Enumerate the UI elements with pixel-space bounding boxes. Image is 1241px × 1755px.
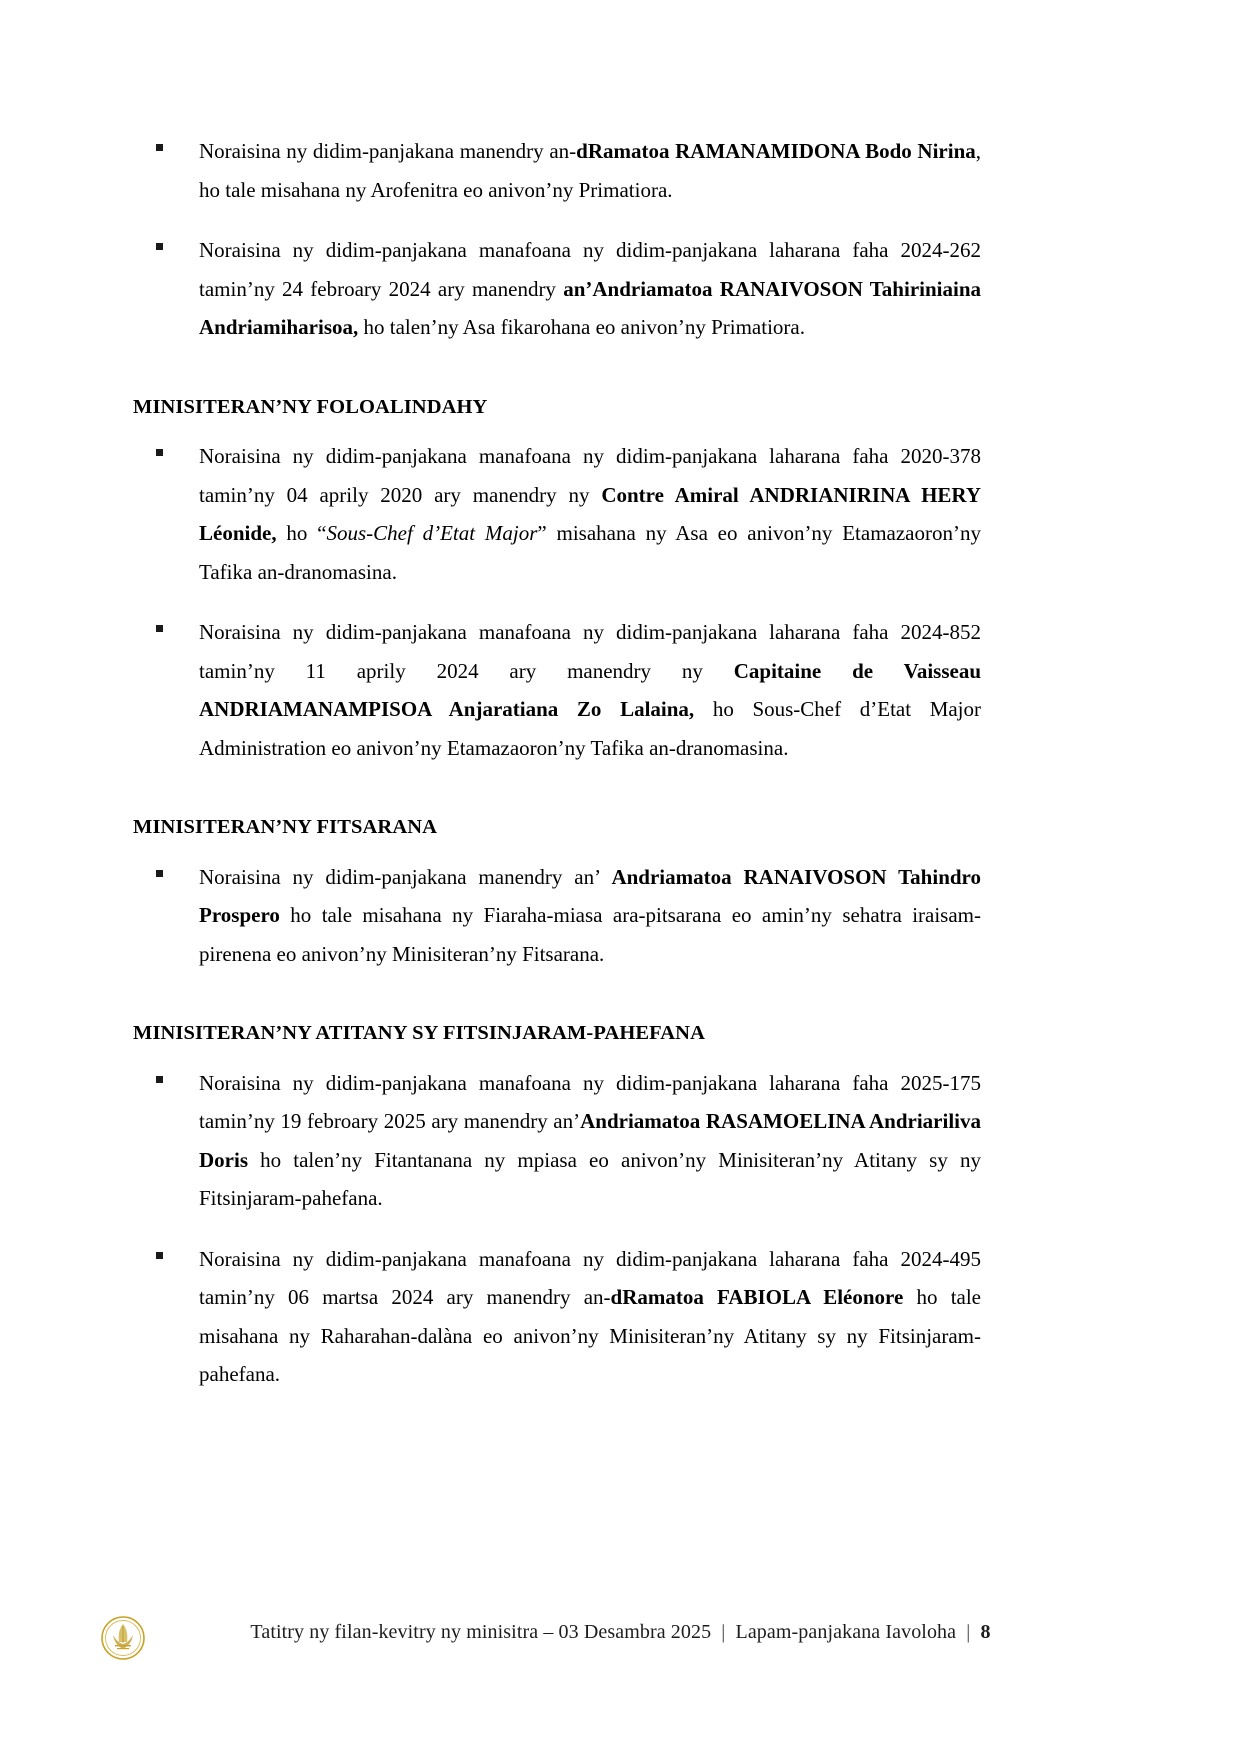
heading-fitsarana: MINISITERAN’NY FITSARANA: [133, 816, 438, 839]
footer-title: Tatitry ny filan-kevitry ny minisitra – 03 Desambra 2025: [250, 1621, 712, 1643]
paragraph-text: [199, 437, 981, 591]
text-segment: an’Andriamatoa RANAIVOSON Tahiriniaina Andriamiharisoa,: [199, 276, 981, 339]
text-segment: Noraisina ny didim-panjakana manafoana ny didim-panjakana laharana faha 2024-495 tamin’ny 06 martsa 2024 ary manendry an-: [199, 1246, 981, 1310]
list-item: [133, 613, 981, 767]
list-item: [133, 1240, 981, 1394]
paragraph-text: [199, 1064, 981, 1218]
text-segment: Noraisina ny didim-panjakana manendry an’: [199, 864, 612, 889]
footer-text: [0, 1621, 1241, 1644]
bullet-list: [133, 1064, 981, 1394]
square-bullet-icon: [156, 1076, 163, 1083]
text-segment: dRamatoa RAMANAMIDONA Bodo Nirina: [576, 139, 976, 163]
paragraph-text: [199, 1240, 981, 1394]
paragraph-text: [199, 132, 981, 209]
list-item: [133, 231, 981, 347]
text-segment: Contre Amiral ANDRIANIRINA HERY Léonide,: [199, 482, 981, 546]
bullet-list: [133, 858, 981, 974]
text-segment: Noraisina ny didim-panjakana manafoana ny didim-panjakana laharana faha 2020-378 tamin’ny 04 aprily 2020 ary manendry ny: [199, 444, 981, 507]
text-segment: Andriamatoa RANAIVOSON Tahindro Prospero: [199, 864, 981, 928]
document-body: [133, 132, 981, 1394]
section-heading-wrapper: [133, 815, 981, 840]
list-item: [133, 437, 981, 591]
text-segment: Noraisina ny didim-panjakana manendry an-: [199, 139, 577, 163]
text-segment: Noraisina ny didim-panjakana manafoana ny didim-panjakana laharana faha 2024-262 tamin’ny 24 febroary 2024 ary manendry: [199, 238, 981, 301]
list-item: [133, 1064, 981, 1218]
square-bullet-icon: [156, 1252, 163, 1259]
paragraph-text: [199, 613, 981, 767]
heading-foloalindahy: MINISITERAN’NY FOLOALINDAHY: [133, 395, 488, 418]
square-bullet-icon: [156, 625, 163, 632]
list-item: [133, 132, 981, 209]
page-footer: [0, 1607, 1241, 1677]
paragraph-text: [199, 231, 981, 347]
text-segment: Sous-Chef d’Etat Major: [326, 521, 538, 546]
text-segment: ho tale misahana ny Fiaraha-miasa ara-pitsarana eo amin’ny sehatra iraisam-pirenena eo anivon’ny Minisiteran’ny Fitsarana.: [199, 903, 981, 966]
section-heading-wrapper: [133, 1021, 981, 1046]
list-item: [133, 858, 981, 974]
square-bullet-icon: [156, 243, 163, 250]
text-segment: Noraisina ny didim-panjakana manafoana ny didim-panjakana laharana faha 2024-852 tamin’ny 11 aprily 2024 ary manendry ny: [199, 620, 981, 683]
text-segment: Andriamatoa RASAMOELINA Andriariliva Doris: [199, 1109, 981, 1172]
text-segment: , ho tale misahana ny Arofenitra eo anivon’ny Primatiora.: [199, 139, 981, 202]
bullet-list: [133, 132, 981, 347]
content-blocks: [133, 132, 981, 1394]
text-segment: ho tale misahana ny Raharahan-dalàna eo anivon’ny Minisiteran’ny Atitany sy ny Fitsinjaram-pahefana.: [199, 1285, 982, 1387]
footer-separator: |: [721, 1621, 726, 1643]
text-segment: Capitaine de Vaisseau ANDRIAMANAMPISOA Anjaratiana Zo Lalaina,: [199, 658, 981, 722]
text-segment: ho talen’ny Asa fikarohana eo anivon’ny Primatiora.: [358, 315, 805, 339]
square-bullet-icon: [156, 870, 163, 877]
text-segment: ” misahana ny Asa eo anivon’ny Etamazaoron’ny Tafika an-dranomasina.: [199, 521, 981, 584]
footer-separator-2: |: [966, 1621, 971, 1643]
text-segment: Noraisina ny didim-panjakana manafoana ny didim-panjakana laharana faha 2025-175 tamin’ny 19 febroary 2025 ary manendry an’: [199, 1070, 981, 1134]
square-bullet-icon: [156, 449, 163, 456]
page-number: 8: [980, 1621, 991, 1643]
paragraph-text: [199, 858, 981, 974]
footer-location: Lapam-panjakana Iavoloha: [735, 1621, 957, 1643]
bullet-list: [133, 437, 981, 767]
text-segment: ho Sous-Chef d’Etat Major Administration eo anivon’ny Etamazaoron’ny Tafika an-dranomasina.: [199, 697, 982, 760]
square-bullet-icon: [156, 144, 163, 151]
text-segment: dRamatoa FABIOLA Eléonore: [610, 1285, 904, 1310]
section-heading-wrapper: [133, 395, 981, 420]
text-segment: ho talen’ny Fitantanana ny mpiasa eo anivon’ny Minisiteran’ny Atitany sy ny Fitsinjaram-pahefana.: [199, 1147, 981, 1211]
text-segment: ho “: [276, 521, 327, 546]
heading-atitany: MINISITERAN’NY ATITANY SY FITSINJARAM-PAHEFANA: [133, 1022, 705, 1045]
